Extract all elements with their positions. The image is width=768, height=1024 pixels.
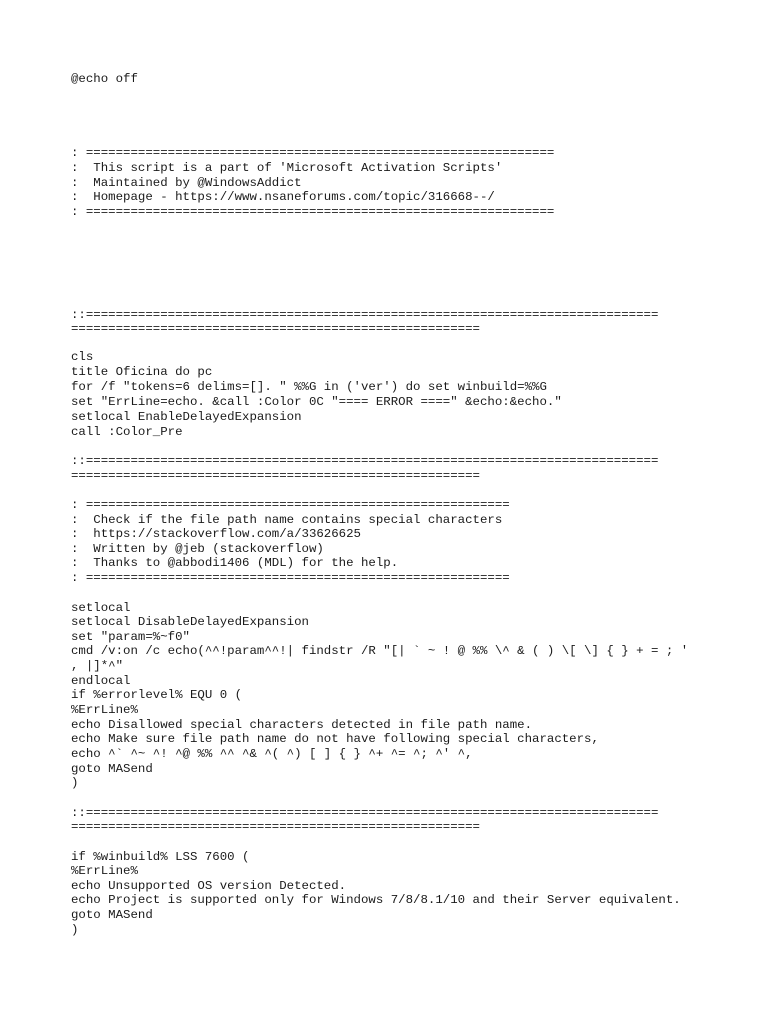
code-line: title Oficina do pc bbox=[71, 365, 213, 379]
separator-line: ======================================================= bbox=[71, 322, 480, 336]
code-line: if %errorlevel% EQU 0 ( bbox=[71, 688, 243, 702]
code-line: setlocal EnableDelayedExpansion bbox=[71, 410, 302, 424]
code-line: ) bbox=[71, 776, 79, 790]
code-line: %ErrLine% bbox=[71, 864, 138, 878]
code-line: call :Color_Pre bbox=[71, 425, 183, 439]
code-line: endlocal bbox=[71, 674, 131, 688]
separator-line: ::============================================================================= bbox=[71, 454, 659, 468]
code-line: echo Make sure file path name do not have following special characters, bbox=[71, 732, 599, 746]
code-line: set "param=%~f0" bbox=[71, 630, 190, 644]
separator-line: ::============================================================================= bbox=[71, 308, 659, 322]
code-line: @echo off bbox=[71, 72, 138, 86]
code-line: echo Unsupported OS version Detected. bbox=[71, 879, 347, 893]
code-line: set "ErrLine=echo. &call :Color 0C "==== ERROR ====" &echo:&echo." bbox=[71, 395, 562, 409]
comment-border-line: : =============================================================== bbox=[71, 205, 555, 219]
code-line: goto MASend bbox=[71, 762, 153, 776]
code-line: , |]*^" bbox=[71, 659, 124, 673]
code-line: cmd /v:on /c echo(^^!param^^!| findstr /R "[| ` ~ ! @ %% \^ & ( ) \[ \] { } + = ; ' bbox=[71, 644, 689, 658]
comment-line: : This script is a part of 'Microsoft Activation Scripts' bbox=[71, 161, 503, 175]
code-line: setlocal bbox=[71, 601, 131, 615]
comment-line: : Check if the file path name contains special characters bbox=[71, 513, 503, 527]
comment-line: : https://stackoverflow.com/a/33626625 bbox=[71, 527, 361, 541]
code-line: %ErrLine% bbox=[71, 703, 138, 717]
code-line: cls bbox=[71, 350, 94, 364]
code-line: ) bbox=[71, 923, 79, 937]
comment-line: : Homepage - https://www.nsaneforums.com/topic/316668--/ bbox=[71, 190, 495, 204]
comment-border-line: : =============================================================== bbox=[71, 146, 555, 160]
comment-border-line: : ========================================================= bbox=[71, 498, 510, 512]
code-line: setlocal DisableDelayedExpansion bbox=[71, 615, 309, 629]
separator-line: ::============================================================================= bbox=[71, 806, 659, 820]
separator-line: ======================================================= bbox=[71, 820, 480, 834]
comment-line: : Thanks to @abbodi1406 (MDL) for the help. bbox=[71, 556, 399, 570]
code-line: echo ^` ^~ ^! ^@ %% ^^ ^& ^( ^) [ ] { } ^+ ^= ^; ^' ^, bbox=[71, 747, 473, 761]
code-line: echo Disallowed special characters detected in file path name. bbox=[71, 718, 533, 732]
code-line: for /f "tokens=6 delims=[]. " %%G in ('ver') do set winbuild=%%G bbox=[71, 380, 547, 394]
code-line: echo Project is supported only for Windows 7/8/8.1/10 and their Server equivalent. bbox=[71, 893, 681, 907]
comment-line: : Maintained by @WindowsAddict bbox=[71, 176, 302, 190]
code-line: goto MASend bbox=[71, 908, 153, 922]
separator-line: ======================================================= bbox=[71, 469, 480, 483]
comment-line: : Written by @jeb (stackoverflow) bbox=[71, 542, 324, 556]
comment-border-line: : ========================================================= bbox=[71, 571, 510, 585]
code-line: if %winbuild% LSS 7600 ( bbox=[71, 850, 250, 864]
